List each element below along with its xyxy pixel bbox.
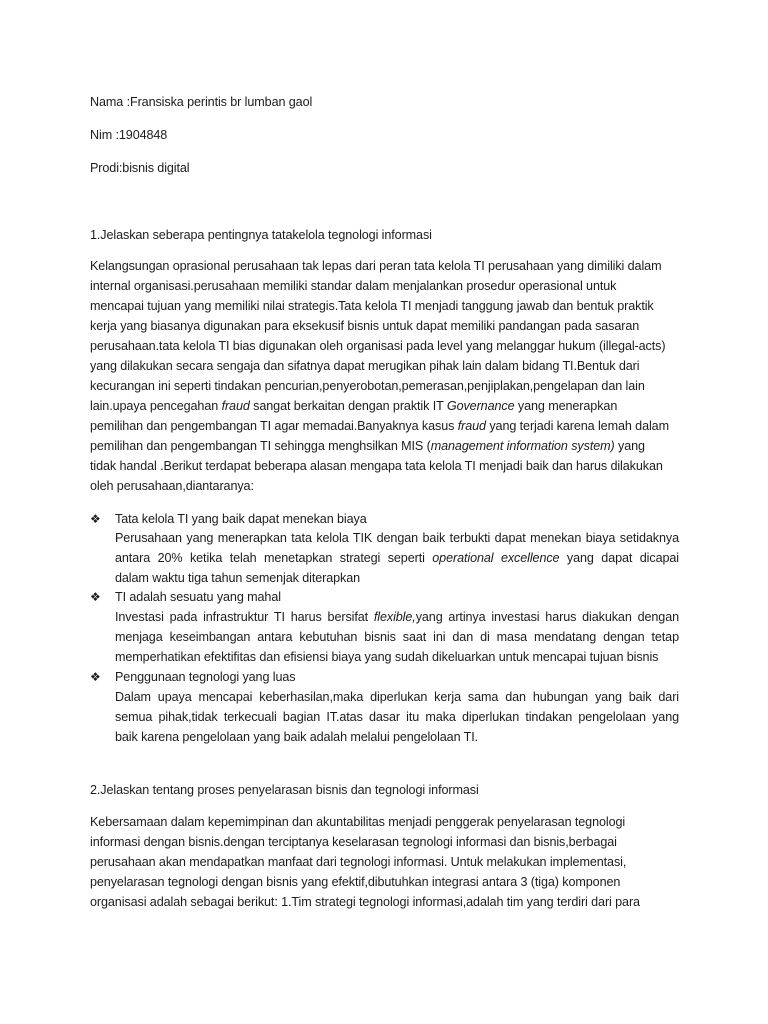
bullet-text-line: dalam waktu tiga tahun semenjak diterapkan: [115, 571, 361, 585]
diamond-bullet-icon: ❖: [90, 670, 101, 684]
student-prodi: Prodi:bisnis digital: [90, 161, 190, 175]
bullet-text-line: memperhatikan efektifitas dan efisiensi biaya yang sudah dikeluarkan untuk mencapai tujuan bisnis: [115, 650, 659, 664]
answer-1-line: yang dilakukan secara sengaja dan sifatnya dapat merugikan pihak lain dalam bidang TI.Bentuk dari: [90, 359, 640, 373]
answer-2-line: perusahaan akan mendapatkan manfaat dari tegnologi informasi. Untuk melakukan implementasi,: [90, 855, 627, 869]
bullet-title: TI adalah sesuatu yang mahal: [115, 590, 281, 604]
answer-2-line: informasi dengan bisnis.dengan terciptanya keselarasan tegnologi informasi dan bisnis,berbagai: [90, 835, 617, 849]
answer-2-line: penyelarasan tegnologi dengan bisnis yang efektif,dibutuhkan integrasi antara 3 (tiga) komponen: [90, 875, 621, 889]
answer-1-line: kerja yang biasanya digunakan para eksekusif bisnis untuk dapat memiliki pandangan pada sasaran: [90, 319, 640, 333]
answer-1-line: mencapai tujuan yang memiliki nilai strategis.Tata kelola TI menjadi tanggung jawab dan bentuk praktik: [90, 299, 654, 313]
answer-1-line: oleh perusahaan,diantaranya:: [90, 479, 254, 493]
bullet-text-line: baik karena pengelolaan yang baik adalah melalui pengelolaan TI.: [115, 730, 479, 744]
answer-1-line: pemilihan dan pengembangan TI agar memadai.Banyaknya kasus fraud yang terjadi karena lemah dalam: [90, 419, 669, 433]
bullet-text-line: antara 20% ketika telah menetapkan strategi seperti operational excellence yang dapat dicapai: [115, 551, 679, 565]
bullet-text-line: Investasi pada infrastruktur TI harus bersifat flexible,yang artinya investasi harus diakukan dengan: [115, 610, 680, 624]
bullet-title: Penggunaan tegnologi yang luas: [115, 670, 296, 684]
answer-1-line: perusahaan.tata kelola TI bias digunakan oleh organisasi pada level yang melanggar hukum (illegal-acts): [90, 339, 666, 353]
bullet-text-line: Perusahaan yang menerapkan tata kelola TIK dengan baik terbukti dapat menekan biaya setidaknya: [115, 531, 679, 545]
question-2: 2.Jelaskan tentang proses penyelarasan bisnis dan tegnologi informasi: [90, 783, 479, 797]
bullet-text-line: Dalam upaya mencapai keberhasilan,maka diperlukan kerja sama dan hubungan yang baik dari: [115, 690, 679, 704]
bullet-text-line: semua pihak,tidak terkecuali bagian IT.atas dasar itu maka diperlukan tindakan pengelolaan yang: [115, 710, 679, 724]
answer-1-line: lain.upaya pencegahan fraud sangat berkaitan dengan praktik IT Governance yang menerapkan: [90, 399, 618, 413]
answer-1-line: tidak handal .Berikut terdapat beberapa alasan mengapa tata kelola TI menjadi baik dan harus dilakukan: [90, 459, 663, 473]
student-nim: Nim :1904848: [90, 128, 168, 142]
answer-2-line: organisasi adalah sebagai berikut: 1.Tim strategi tegnologi informasi,adalah tim yang terdiri dari para: [90, 895, 640, 909]
diamond-bullet-icon: ❖: [90, 512, 101, 526]
bullet-title: Tata kelola TI yang baik dapat menekan biaya: [115, 512, 367, 526]
answer-1-line: Kelangsungan oprasional perusahaan tak lepas dari peran tata kelola TI perusahaan yang dimiliki dalam: [90, 259, 662, 273]
answer-1-line: kecurangan ini seperti tindakan pencurian,penyerobotan,pemerasan,penjiplakan,pengelapan dan lain: [90, 379, 645, 393]
question-1: 1.Jelaskan seberapa pentingnya tatakelola tegnologi informasi: [90, 228, 432, 242]
student-name: Nama :Fransiska perintis br lumban gaol: [90, 95, 313, 109]
diamond-bullet-icon: ❖: [90, 590, 101, 604]
answer-1-line: internal organisasi.perusahaan memiliki standar dalam menjalankan prosedur operasional untuk: [90, 279, 617, 293]
answer-2-line: Kebersamaan dalam kepemimpinan dan akuntabilitas menjadi penggerak penyelarasan tegnologi: [90, 815, 626, 829]
answer-1-line: pemilihan dan pengembangan TI sehingga menghsilkan MIS (management information system) yang: [90, 439, 645, 453]
bullet-text-line: menjaga keseimbangan antara kebutuhan bisnis saat ini dan di masa mendatang dengan tetap: [115, 630, 679, 644]
